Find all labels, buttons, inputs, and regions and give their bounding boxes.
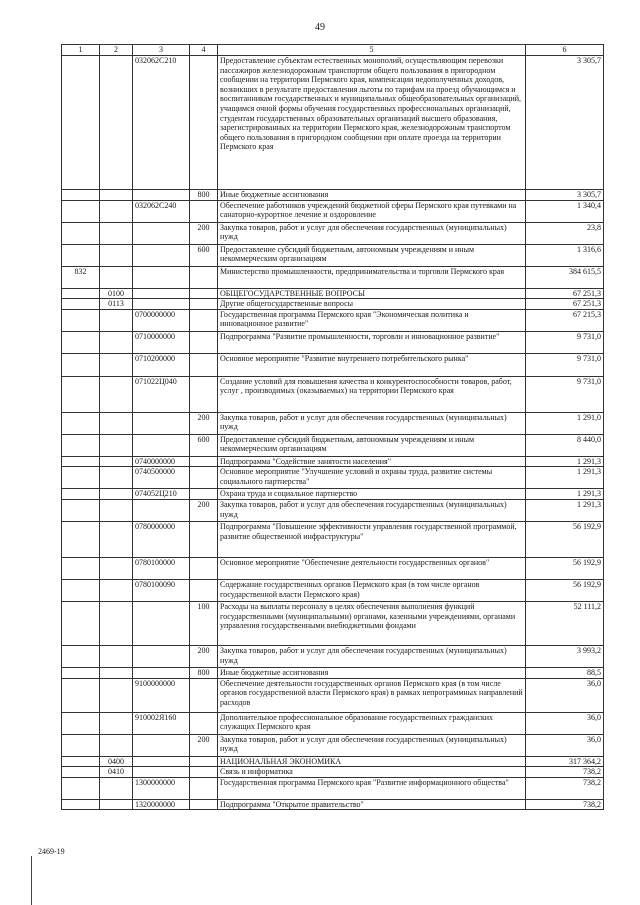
cell-section-code [100,777,133,799]
cell-ministry-code [62,200,100,222]
cell-section-code [100,557,133,579]
cell-amount: 9 731,0 [526,353,604,376]
cell-target-code: 1320000000 [133,799,190,810]
cell-amount: 36,0 [526,734,604,756]
table-row [62,777,604,799]
cell-description: Предоставление субсидий бюджетным, автономным учреждениям и иным некоммерческим организациям [218,244,526,266]
table-row [62,645,604,667]
cell-ministry-code [62,521,100,557]
cell-expense-type [190,521,218,557]
table-row [62,799,604,810]
cell-description: Закупка товаров, работ и услуг для обеспечения государственных (муниципальных) нужд [218,645,526,667]
table-row [62,557,604,579]
cell-target-code: 0780100090 [133,579,190,601]
cell-target-code [133,499,190,521]
cell-ministry-code [62,499,100,521]
cell-expense-type [190,299,218,310]
cell-section-code [100,799,133,810]
cell-amount: 36,0 [526,712,604,734]
cell-amount: 738,2 [526,799,604,810]
cell-expense-type: 200 [190,499,218,521]
cell-amount: 36,0 [526,678,604,712]
table-row [62,244,604,266]
cell-section-code [100,601,133,645]
cell-description: Связь и информатика [218,767,526,778]
header-col-4: 4 [190,45,218,56]
cell-expense-type [190,331,218,353]
cell-amount: 9 731,0 [526,376,604,412]
cell-description: Закупка товаров, работ и услуг для обеспечения государственных (муниципальных) нужд [218,222,526,244]
cell-expense-type: 200 [190,645,218,667]
cell-description: Подпрограмма "Повышение эффективности управления государственной программой, развитие общественной инфраструктуры" [218,521,526,557]
cell-expense-type [190,376,218,412]
cell-target-code: 0700000000 [133,309,190,331]
table-row [62,353,604,376]
cell-ministry-code [62,601,100,645]
cell-target-code: 032062С240 [133,200,190,222]
cell-target-code [133,734,190,756]
header-col-2: 2 [100,45,133,56]
cell-target-code [133,412,190,434]
cell-amount: 1 316,6 [526,244,604,266]
cell-target-code [133,756,190,767]
cell-expense-type [190,266,218,288]
cell-target-code [133,299,190,310]
cell-target-code [133,601,190,645]
cell-description: Обеспечение деятельности государственных органов Пермского края (в том числе органов государственной власти Пермского края) в рамках непрограммных направлений расходов [218,678,526,712]
cell-expense-type [190,353,218,376]
cell-ministry-code [62,667,100,678]
cell-description: Подпрограмма "Развитие промышленности, торговли и инновационное развитие" [218,331,526,353]
cell-description: Подпрограмма "Открытое правительство" [218,799,526,810]
cell-expense-type [190,756,218,767]
cell-description: Закупка товаров, работ и услуг для обеспечения государственных (муниципальных) нужд [218,499,526,521]
cell-expense-type [190,288,218,299]
cell-description: Подпрограмма "Содействие занятости населения" [218,456,526,467]
cell-ministry-code [62,489,100,500]
table-row [62,579,604,601]
cell-ministry-code [62,799,100,810]
cell-section-code [100,222,133,244]
cell-expense-type [190,712,218,734]
header-row [62,45,604,56]
cell-target-code [133,767,190,778]
cell-ministry-code [62,434,100,456]
cell-ministry-code [62,756,100,767]
table-row [62,434,604,456]
cell-section-code [100,309,133,331]
cell-section-code: 0410 [100,767,133,778]
cell-expense-type [190,557,218,579]
budget-table [61,44,604,810]
cell-amount: 3 305,7 [526,56,604,190]
cell-ministry-code [62,331,100,353]
cell-target-code: 0740500000 [133,467,190,489]
table-body [62,56,604,810]
cell-expense-type [190,467,218,489]
table-header [62,45,604,56]
cell-description: Закупка товаров, работ и услуг для обеспечения государственных (муниципальных) нужд [218,734,526,756]
cell-target-code: 032062С210 [133,56,190,190]
header-col-3: 3 [133,45,190,56]
cell-ministry-code [62,376,100,412]
cell-expense-type: 100 [190,601,218,645]
cell-expense-type [190,309,218,331]
cell-amount: 384 615,5 [526,266,604,288]
cell-ministry-code [62,767,100,778]
cell-section-code [100,456,133,467]
cell-section-code [100,667,133,678]
cell-ministry-code [62,288,100,299]
cell-ministry-code [62,645,100,667]
cell-target-code: 0740000000 [133,456,190,467]
cell-target-code [133,434,190,456]
table-row [62,222,604,244]
cell-expense-type: 800 [190,667,218,678]
cell-expense-type: 600 [190,434,218,456]
cell-description: ОБЩЕГОСУДАРСТВЕННЫЕ ВОПРОСЫ [218,288,526,299]
cell-ministry-code [62,56,100,190]
cell-expense-type [190,777,218,799]
cell-amount: 56 192,9 [526,521,604,557]
table-row [62,56,604,190]
cell-expense-type: 200 [190,412,218,434]
cell-section-code [100,376,133,412]
cell-section-code [100,521,133,557]
cell-target-code [133,244,190,266]
cell-ministry-code [62,678,100,712]
cell-ministry-code [62,467,100,489]
cell-description: Содержание государственных органов Пермского края (в том числе органов государственной власти Пермского края) [218,579,526,601]
cell-description: Основное мероприятие "Обеспечение деятельности государственных органов" [218,557,526,579]
table-row [62,299,604,310]
cell-section-code [100,266,133,288]
cell-ministry-code [62,309,100,331]
cell-target-code [133,667,190,678]
table-row [62,200,604,222]
cell-amount: 1 291,3 [526,489,604,500]
cell-expense-type [190,456,218,467]
cell-section-code [100,353,133,376]
cell-section-code [100,734,133,756]
table-row [62,521,604,557]
cell-target-code: 0710000000 [133,331,190,353]
cell-amount: 67 251,3 [526,288,604,299]
cell-amount: 1 291,3 [526,456,604,467]
cell-section-code [100,489,133,500]
cell-target-code: 9100000000 [133,678,190,712]
cell-description: Дополнительное профессиональное образование государственных гражданских служащих Пермского края [218,712,526,734]
cell-target-code: 1300000000 [133,777,190,799]
cell-amount: 56 192,9 [526,579,604,601]
page-number: 49 [315,22,325,33]
cell-description: Основное мероприятие "Улучшение условий и охраны труда, развитие системы социального партнерства" [218,467,526,489]
table-row [62,499,604,521]
cell-ministry-code [62,222,100,244]
cell-description: Государственная программа Пермского края "Экономическая политика и инновационное развитие" [218,309,526,331]
cell-section-code: 0113 [100,299,133,310]
cell-amount: 317 364,2 [526,756,604,767]
cell-section-code [100,712,133,734]
cell-expense-type [190,767,218,778]
footer-code: 2469-19 [38,847,65,856]
cell-ministry-code [62,579,100,601]
cell-section-code [100,467,133,489]
cell-description: Закупка товаров, работ и услуг для обеспечения государственных (муниципальных) нужд [218,412,526,434]
cell-expense-type: 200 [190,222,218,244]
cell-amount: 56 192,9 [526,557,604,579]
cell-amount: 3 993,2 [526,645,604,667]
cell-description: Государственная программа Пермского края "Развитие информационного общества" [218,777,526,799]
cell-amount: 23,8 [526,222,604,244]
cell-ministry-code [62,190,100,201]
cell-amount: 67 215,3 [526,309,604,331]
cell-expense-type [190,799,218,810]
header-col-6: 6 [526,45,604,56]
cell-description: Обеспечение работников учреждений бюджетной сферы Пермского края путевками на санаторно-курортное лечение и оздоровление [218,200,526,222]
header-col-1: 1 [62,45,100,56]
table-row [62,331,604,353]
table-row [62,288,604,299]
cell-expense-type [190,678,218,712]
cell-amount: 1 291,3 [526,499,604,521]
header-col-5: 5 [218,45,526,56]
cell-description: Другие общегосударственные вопросы [218,299,526,310]
cell-description: Расходы на выплаты персоналу в целях обеспечения выполнения функций государственными (муниципальными) органами, казенными учреждениями, органами управления государственными внебюджетными фондами [218,601,526,645]
cell-section-code [100,200,133,222]
cell-ministry-code [62,557,100,579]
cell-ministry-code: 832 [62,266,100,288]
table-row [62,712,604,734]
table-row [62,456,604,467]
cell-expense-type [190,579,218,601]
cell-description: Иные бюджетные ассигнования [218,667,526,678]
cell-amount: 8 440,0 [526,434,604,456]
cell-ministry-code [62,456,100,467]
cell-section-code [100,190,133,201]
cell-description: Предоставление субсидий бюджетным, автономным учреждениям и иным некоммерческим организациям [218,434,526,456]
cell-target-code: 071022Ц040 [133,376,190,412]
cell-section-code [100,579,133,601]
table-row [62,190,604,201]
cell-expense-type: 200 [190,734,218,756]
cell-target-code: 910002Я160 [133,712,190,734]
cell-expense-type: 600 [190,244,218,266]
cell-ministry-code [62,734,100,756]
cell-amount: 1 291,3 [526,467,604,489]
table-row [62,678,604,712]
cell-target-code: 074052Ц210 [133,489,190,500]
table-row [62,734,604,756]
cell-amount: 1 340,4 [526,200,604,222]
cell-section-code [100,499,133,521]
cell-expense-type [190,56,218,190]
cell-ministry-code [62,353,100,376]
cell-description: Предоставление субъектам естественных монополий, осуществляющим перевозки пассажиров железнодорожным транспортом общего пользования в пригородном сообщении на территории Пермского края, компенсации недополученных доходов, возникших в результате предоставления льготы по тарифам на проезд обучающимся и воспитанникам государственных и муниципальных общеобразовательных организаций, учащимся очной формы обучения государственных профессиональных организаций, студентам государственных образовательных организаций высшего образования, зарегистрированных на территории Пермского края, железнодорожным транспортом общего пользования в пригородном сообщении при оплате проезда на территории Пермского края [218,56,526,190]
table-row [62,309,604,331]
cell-ministry-code [62,299,100,310]
cell-description: НАЦИОНАЛЬНАЯ ЭКОНОМИКА [218,756,526,767]
cell-amount: 738,2 [526,777,604,799]
cell-description: Основное мероприятие "Развитие внутреннего потребительского рынка" [218,353,526,376]
cell-description: Министерство промышленности, предпринимательства и торговли Пермского края [218,266,526,288]
table-row [62,601,604,645]
cell-target-code [133,266,190,288]
cell-target-code [133,190,190,201]
cell-description: Иные бюджетные ассигнования [218,190,526,201]
cell-amount: 88,5 [526,667,604,678]
margin-rule [31,856,32,905]
table-row [62,376,604,412]
cell-target-code: 0780100000 [133,557,190,579]
cell-section-code: 0100 [100,288,133,299]
cell-amount: 3 305,7 [526,190,604,201]
cell-ministry-code [62,777,100,799]
cell-section-code [100,331,133,353]
cell-section-code [100,434,133,456]
cell-target-code [133,288,190,299]
table-row [62,667,604,678]
cell-section-code [100,412,133,434]
cell-expense-type [190,489,218,500]
cell-description: Создание условий для повышения качества и конкурентоспособности товаров, работ, услуг , производимых (оказываемых) на территории Пермского края [218,376,526,412]
table-row [62,756,604,767]
cell-ministry-code [62,244,100,266]
cell-section-code [100,56,133,190]
cell-section-code [100,244,133,266]
table-row [62,489,604,500]
cell-ministry-code [62,412,100,434]
cell-amount: 1 291,0 [526,412,604,434]
table-row [62,767,604,778]
cell-target-code: 0780000000 [133,521,190,557]
cell-expense-type [190,200,218,222]
cell-amount: 9 731,0 [526,331,604,353]
cell-amount: 738,2 [526,767,604,778]
cell-description: Охрана труда и социальное партнерство [218,489,526,500]
table-row [62,412,604,434]
cell-section-code: 0400 [100,756,133,767]
cell-section-code [100,678,133,712]
cell-expense-type: 800 [190,190,218,201]
cell-amount: 67 251,3 [526,299,604,310]
cell-target-code [133,222,190,244]
cell-section-code [100,645,133,667]
cell-target-code: 0710200000 [133,353,190,376]
table-row [62,467,604,489]
cell-amount: 52 111,2 [526,601,604,645]
table-row [62,266,604,288]
cell-target-code [133,645,190,667]
cell-ministry-code [62,712,100,734]
